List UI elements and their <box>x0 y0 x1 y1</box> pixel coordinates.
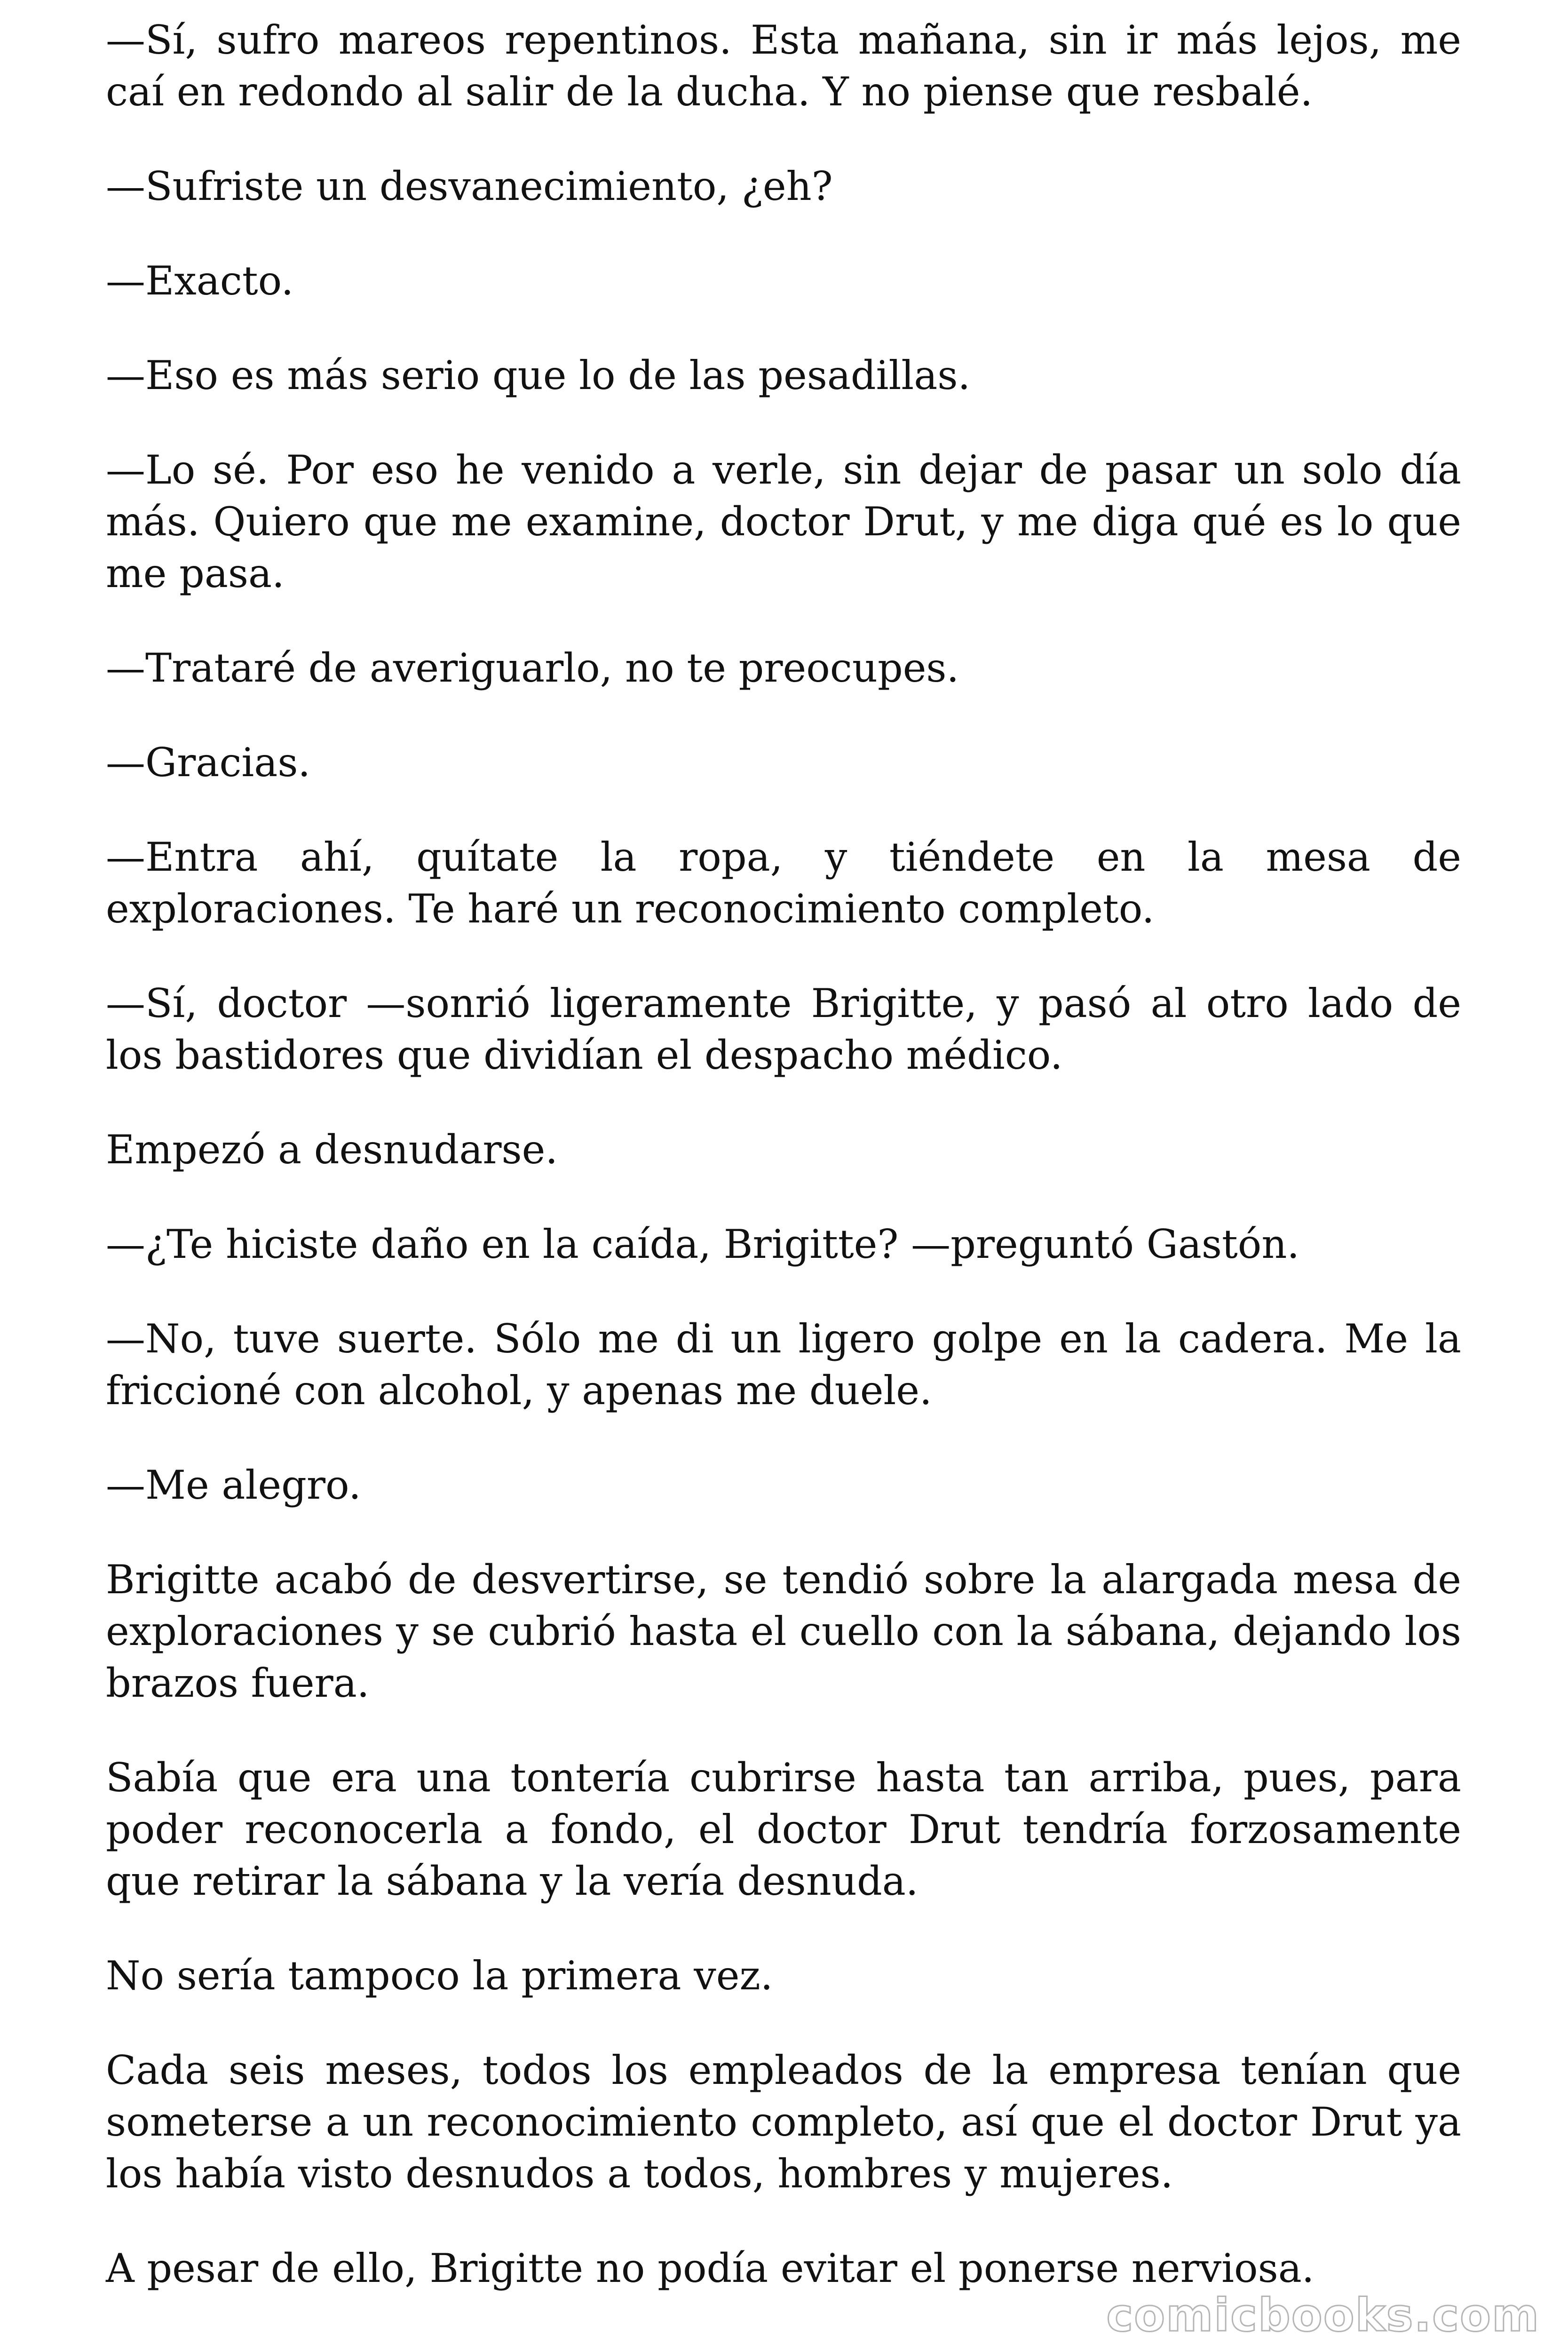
paragraph: —Sí, sufro mareos repentinos. Esta mañana, sin ir más lejos, me caí en redondo al salir de la ducha. Y no piense que resbalé. <box>106 17 1461 115</box>
paragraph: —Entra ahí, quítate la ropa, y tiéndete en la mesa de exploraciones. Te haré un reconocimiento completo. <box>106 834 1461 932</box>
paragraph: —No, tuve suerte. Sólo me di un ligero golpe en la cadera. Me la friccioné con alcohol, y apenas me duele. <box>106 1316 1461 1414</box>
paragraph: —Eso es más serio que lo de las pesadillas. <box>106 352 971 398</box>
paragraph: —Exacto. <box>106 258 294 304</box>
paragraph: —Trataré de averiguarlo, no te preocupes. <box>106 645 959 691</box>
paragraph: —Me alegro. <box>106 1462 361 1508</box>
paragraph: —¿Te hiciste daño en la caída, Brigitte? —preguntó Gastón. <box>106 1221 1300 1267</box>
watermark: comicbooks.com <box>1106 2289 1540 2342</box>
paragraph: Sabía que era una tontería cubrirse hasta tan arriba, pues, para poder reconocerla a fondo, el doctor Drut tendría forzosamente que retirar la sábana y la vería desnuda. <box>106 1755 1461 1904</box>
paragraph: —Lo sé. Por eso he venido a verle, sin dejar de pasar un solo día más. Quiero que me examine, doctor Drut, y me diga qué es lo que me pasa. <box>106 447 1461 596</box>
paragraph: A pesar de ello, Brigitte no podía evitar el ponerse nerviosa. <box>106 2245 1315 2291</box>
paragraph: —Gracias. <box>106 739 311 786</box>
paragraph: No sería tampoco la primera vez. <box>106 1953 773 1999</box>
paragraph: —Sí, doctor —sonrió ligeramente Brigitte, y pasó al otro lado de los bastidores que dividían el despacho médico. <box>106 980 1461 1078</box>
paragraph: Cada seis meses, todos los empleados de la empresa tenían que someterse a un reconocimiento completo, así que el doctor Drut ya los había visto desnudos a todos, hombres y mujeres. <box>106 2047 1461 2197</box>
paragraph: Brigitte acabó de desvertirse, se tendió sobre la alargada mesa de exploraciones y se cubrió hasta el cuello con la sábana, dejando los brazos fuera. <box>106 1557 1461 1706</box>
body-text <box>106 14 1461 2294</box>
paragraph: —Sufriste un desvanecimiento, ¿eh? <box>106 163 833 209</box>
paragraph: Empezó a desnudarse. <box>106 1127 558 1173</box>
